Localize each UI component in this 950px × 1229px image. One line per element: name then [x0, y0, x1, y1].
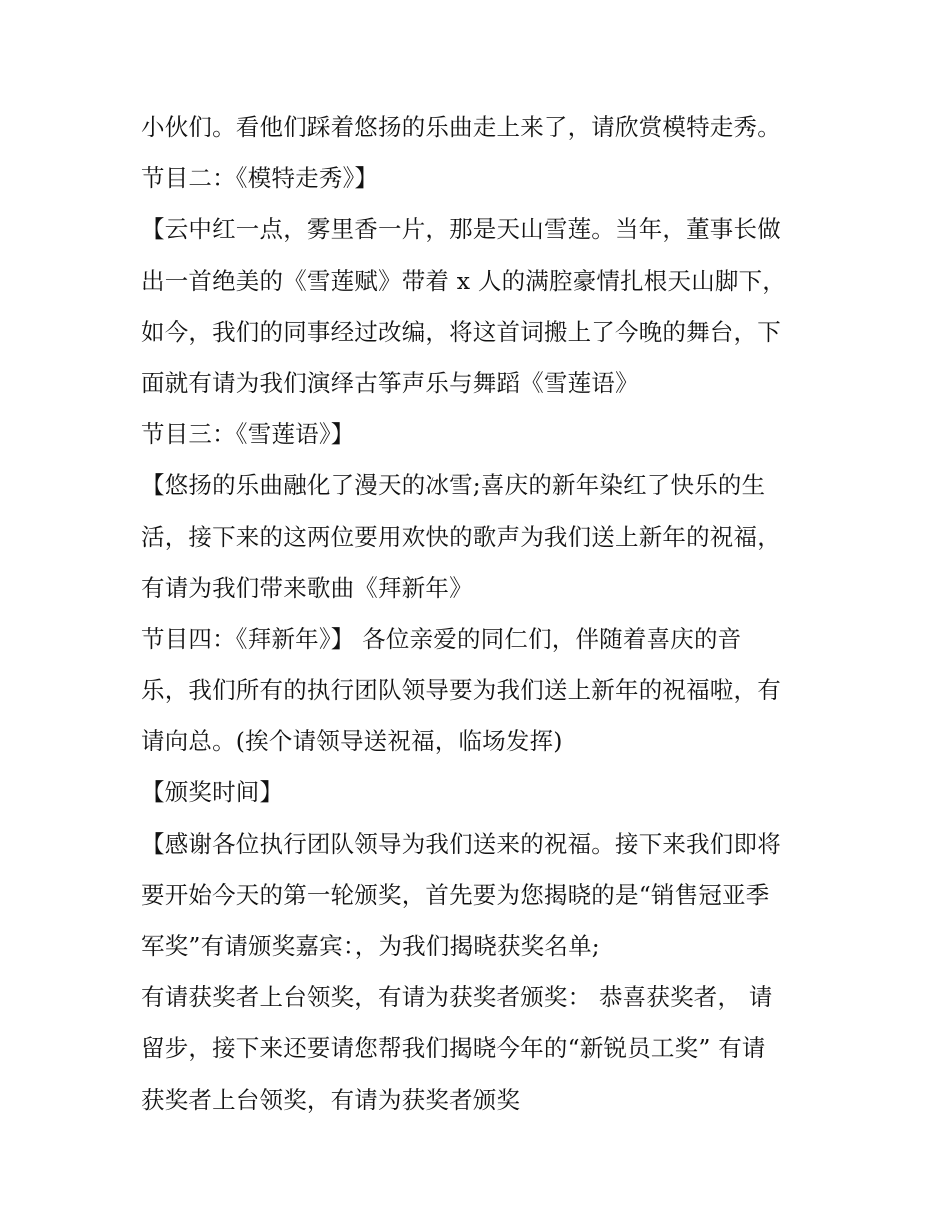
document-body	[141, 102, 821, 1126]
program-heading: 节目二：《模特走秀》】	[141, 164, 379, 193]
text-line: 获奖者上台领奖，有请为获奖者颁奖	[141, 1085, 521, 1114]
text-line: 留步，接下来还要请您帮我们揭晓今年的“新锐员工奖” 有请	[141, 1034, 766, 1063]
text-line: 请向总。(挨个请领导送祝福，临场发挥)	[141, 727, 563, 756]
text-line: 【云中红一点，雾里香一片，那是天山雪莲。当年，董事长做	[141, 215, 781, 244]
text-line: 军奖”有请颁奖嘉宾：，为我们揭晓获奖名单;	[141, 932, 600, 960]
text-line: 【悠扬的乐曲融化了漫天的冰雪;喜庆的新年染红了快乐的生	[141, 471, 766, 500]
text-line: 如今，我们的同事经过改编，将这首词搬上了今晚的舞台，下	[141, 317, 781, 346]
text-line: 有请获奖者上台领奖，有请为获奖者颁奖： 恭喜获奖者， 请	[141, 983, 773, 1012]
text-line: 小伙们。看他们踩着悠扬的乐曲走上来了，请欣赏模特走秀。	[141, 113, 781, 141]
text-line: 【感谢各位执行团队领导为我们送来的祝福。接下来我们即将	[141, 829, 781, 858]
text-line: 有请为我们带来歌曲《拜新年》	[141, 573, 473, 602]
text-line: 面就有请为我们演绎古筝声乐与舞蹈《雪莲语》	[141, 368, 639, 397]
text-line: 活，接下来的这两位要用欢快的歌声为我们送上新年的祝福，	[141, 522, 781, 551]
section-heading: 【颁奖时间】	[141, 778, 284, 807]
program-heading: 节目四：《拜新年》】 各位亲爱的同仁们，伴随着喜庆的音	[141, 624, 742, 653]
text-line: 乐，我们所有的执行团队领导要为我们送上新年的祝福啦，有	[141, 676, 781, 705]
text-line: 出一首绝美的《雪莲赋》带着 x 人的满腔豪情扎根天山脚下，	[141, 266, 786, 295]
text-line: 要开始今天的第一轮颁奖，首先要为您揭晓的是“销售冠亚季	[141, 880, 770, 909]
program-heading: 节目三：《雪莲语》】	[141, 420, 355, 449]
